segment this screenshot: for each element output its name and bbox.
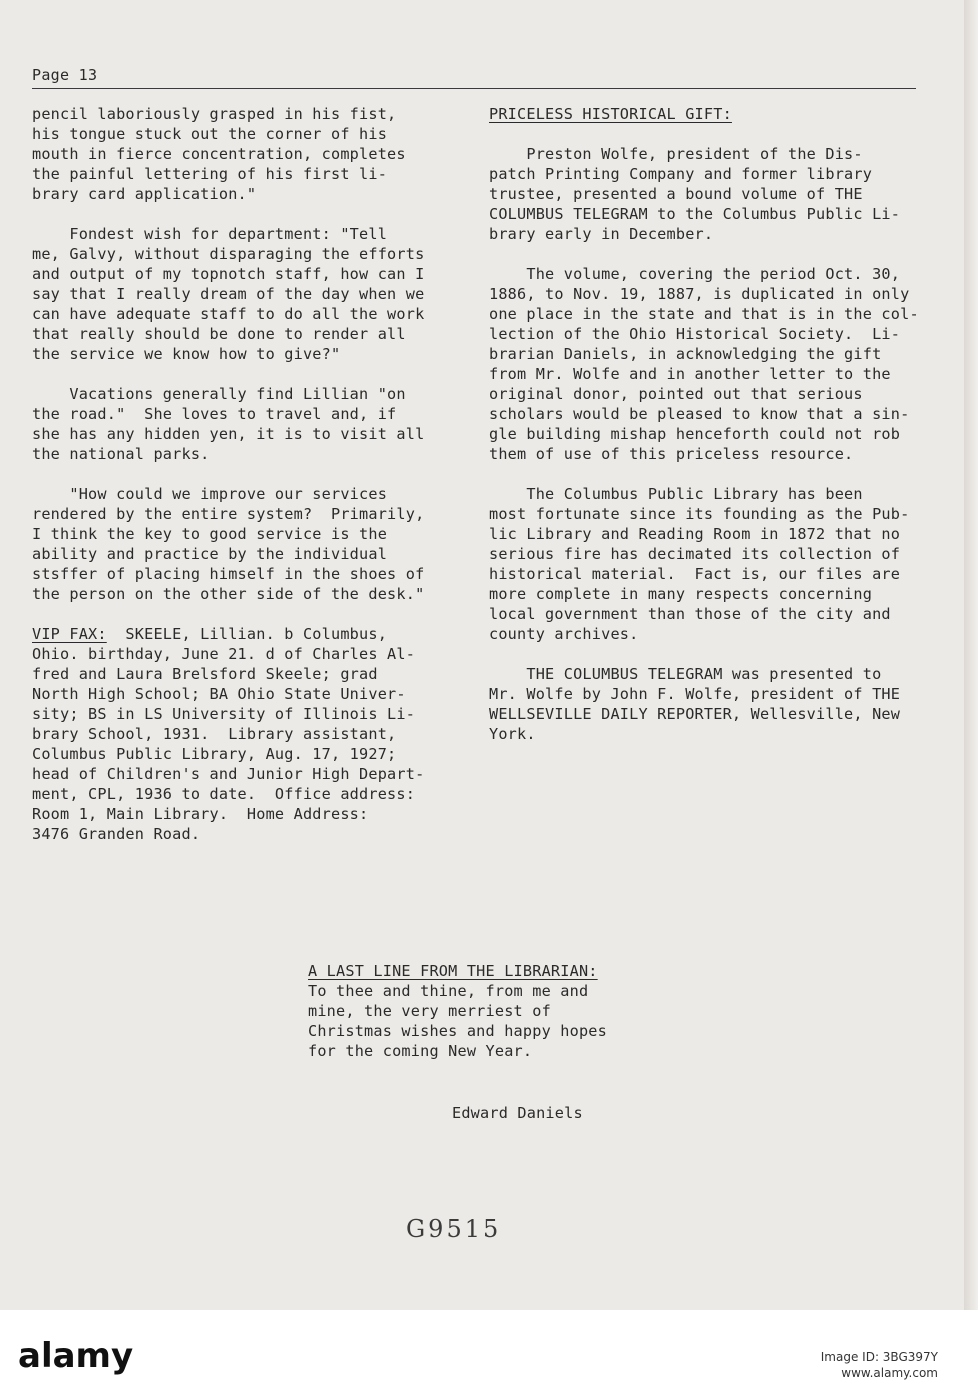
text-line: one place in the state and that is in the col-: [489, 305, 919, 323]
text-line: York.: [489, 725, 536, 743]
text-line: Christmas wishes and happy hopes: [308, 1022, 607, 1040]
text-line: Vacations generally find Lillian "on: [32, 385, 406, 403]
page-number: Page 13: [32, 66, 98, 84]
text-line: ability and practice by the individual: [32, 545, 388, 563]
last-line-heading: A LAST LINE FROM THE LIBRARIAN:: [308, 962, 598, 980]
text-line: Fondest wish for department: "Tell: [32, 225, 388, 243]
text-line: lic Library and Reading Room in 1872 that no: [489, 525, 901, 543]
text-line: head of Children's and Junior High Depart-: [32, 765, 425, 783]
text-line: brary School, 1931. Library assistant,: [32, 725, 397, 743]
text-line: mouth in fierce concentration, completes: [32, 145, 406, 163]
text-line: The Columbus Public Library has been: [489, 485, 863, 503]
text-line: North High School; BA Ohio State Univer-: [32, 685, 406, 703]
text-line: brary early in December.: [489, 225, 714, 243]
signature: Edward Daniels: [452, 1104, 583, 1122]
text-line: lection of the Ohio Historical Society. Li-: [489, 325, 901, 343]
text-line: pencil laboriously grasped in his fist,: [32, 105, 397, 123]
text-line: 1886, to Nov. 19, 1887, is duplicated in only: [489, 285, 910, 303]
text-line: historical material. Fact is, our files are: [489, 565, 901, 583]
text-line: To thee and thine, from me and: [308, 982, 589, 1000]
text-line: "How could we improve our services: [32, 485, 388, 503]
text-line: fred and Laura Brelsford Skeele; grad: [32, 665, 378, 683]
page-spine-shadow: [964, 0, 978, 1310]
text-line: rendered by the entire system? Primarily,: [32, 505, 425, 523]
stock-brand-logo: alamy: [18, 1336, 134, 1376]
text-line: I think the key to good service is the: [32, 525, 388, 543]
text-line: brary card application.": [32, 185, 257, 203]
text-line: his tongue stuck out the corner of his: [32, 125, 388, 143]
text-line: local government than those of the city and: [489, 605, 891, 623]
text-line: THE COLUMBUS TELEGRAM was presented to: [489, 665, 882, 683]
text-line: Ohio. birthday, June 21. d of Charles Al-: [32, 645, 416, 663]
text-line: stsffer of placing himself in the shoes of: [32, 565, 425, 583]
text-line: the national parks.: [32, 445, 210, 463]
vip-fax-text: SKEELE, Lillian. b Columbus,: [106, 625, 388, 643]
stock-footer: [0, 1310, 978, 1390]
text-line: mine, the very merriest of: [308, 1002, 551, 1020]
text-line: most fortunate since its founding as the Pub-: [489, 505, 910, 523]
text-line: trustee, presented a bound volume of THE: [489, 185, 863, 203]
text-line: more complete in many respects concerning: [489, 585, 873, 603]
section-heading: PRICELESS HISTORICAL GIFT:: [489, 105, 732, 123]
last-line-section: [308, 961, 708, 1061]
text-line: sity; BS in LS University of Illinois Li-: [32, 705, 416, 723]
text-line: 3476 Granden Road.: [32, 825, 201, 843]
image-id: Image ID: 3BG397Y: [820, 1350, 938, 1364]
text-line: the person on the other side of the desk.": [32, 585, 425, 603]
text-line: the road." She loves to travel and, if: [32, 405, 397, 423]
text-line: can have adequate staff to do all the work: [32, 305, 425, 323]
vip-fax-heading: VIP FAX:: [32, 625, 107, 643]
text-line: say that I really dream of the day when we: [32, 285, 425, 303]
text-line: county archives.: [489, 625, 639, 643]
text-line: the painful lettering of his first li-: [32, 165, 388, 183]
right-column: [489, 104, 944, 744]
header-rule: [32, 88, 916, 89]
text-line: Columbus Public Library, Aug. 17, 1927;: [32, 745, 397, 763]
vip-fax-first-line: [32, 624, 472, 644]
text-line: from Mr. Wolfe and in another letter to the: [489, 365, 891, 383]
text-line: serious fire has decimated its collection of: [489, 545, 901, 563]
text-line: for the coming New Year.: [308, 1042, 533, 1060]
text-line: and output of my topnotch staff, how can I: [32, 265, 425, 283]
stock-url: www.alamy.com: [841, 1366, 938, 1380]
text-line: patch Printing Company and former library: [489, 165, 873, 183]
text-line: the service we know how to give?": [32, 345, 341, 363]
text-line: original donor, pointed out that serious: [489, 385, 863, 403]
catalog-number: G9515: [406, 1215, 502, 1243]
text-line: scholars would be pleased to know that a sin-: [489, 405, 910, 423]
text-line: ment, CPL, 1936 to date. Office address:: [32, 785, 416, 803]
text-line: COLUMBUS TELEGRAM to the Columbus Public Li-: [489, 205, 901, 223]
text-line: them of use of this priceless resource.: [489, 445, 854, 463]
text-line: Preston Wolfe, president of the Dis-: [489, 145, 863, 163]
text-line: Mr. Wolfe by John F. Wolfe, president of THE: [489, 685, 901, 703]
text-line: WELLSEVILLE DAILY REPORTER, Wellesville, New: [489, 705, 901, 723]
left-column: [32, 104, 472, 844]
text-line: gle building mishap henceforth could not rob: [489, 425, 901, 443]
text-line: Room 1, Main Library. Home Address:: [32, 805, 369, 823]
text-line: she has any hidden yen, it is to visit all: [32, 425, 425, 443]
text-line: me, Galvy, without disparaging the efforts: [32, 245, 425, 263]
text-line: that really should be done to render all: [32, 325, 406, 343]
text-line: The volume, covering the period Oct. 30,: [489, 265, 901, 283]
text-line: brarian Daniels, in acknowledging the gift: [489, 345, 882, 363]
